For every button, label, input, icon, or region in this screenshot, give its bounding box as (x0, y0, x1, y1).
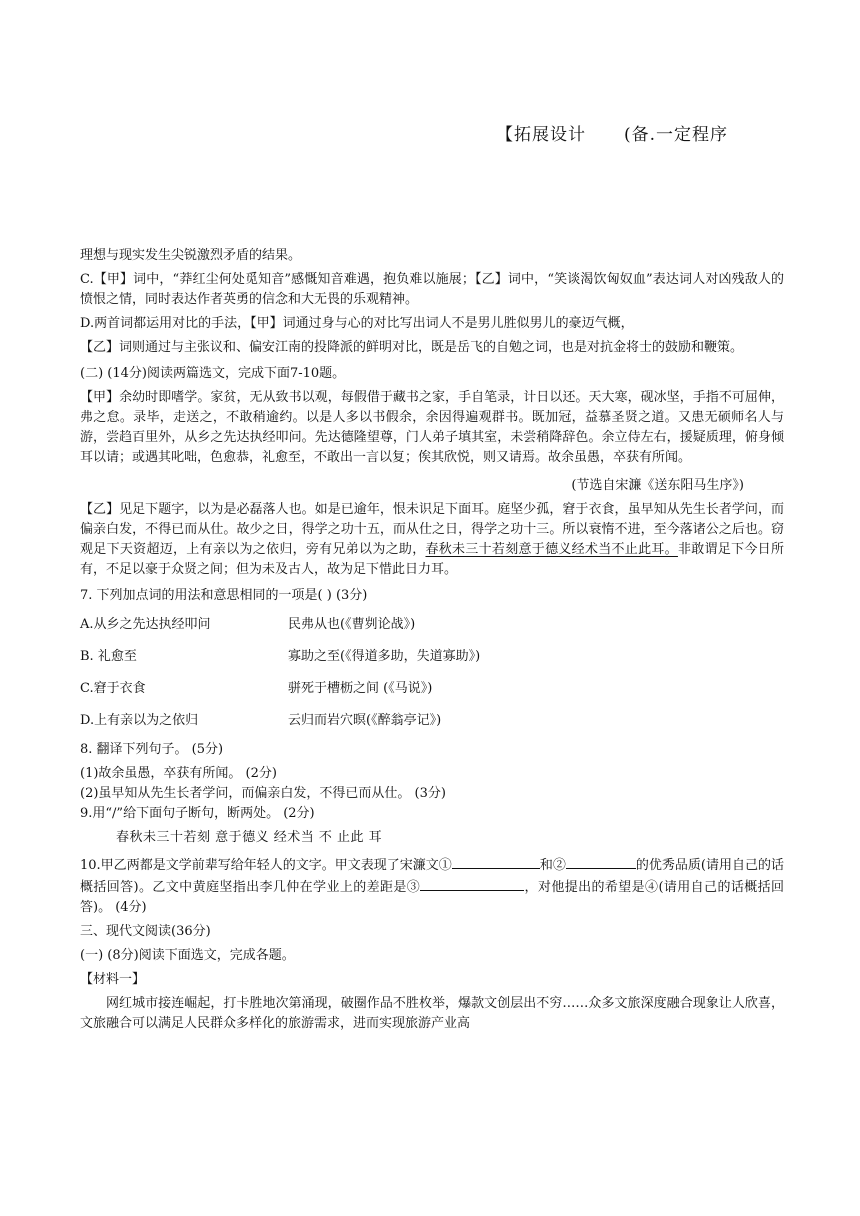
option-c: C.【甲】词中，“莽红尘何处觅知音”感慨知音难遇，抱负难以施展；【乙】词中，“笑谈渴饮匈奴血”表达词人对凶残敌人的愤恨之情，同时表达作者英勇的信念和大无畏的乐观精神。 (80, 272, 784, 307)
question-7: 7. 下列加点词的用法和意思相同的一项是( ) (3分) (80, 588, 368, 603)
passage-yi (80, 500, 784, 580)
question-9: 9.用“/”给下面句子断句，断两处。 (2分) (80, 806, 315, 821)
material-1-paragraph: 网红城市接连崛起，打卡胜地次第涌现，破圈作品不胜枚举，爆款文创层出不穷……众多文旅深度融合现象让人欣喜，文旅融合可以满足人民群众多样化的旅游需求，进而实现旅游产业高 (80, 996, 784, 1031)
document-body (80, 246, 784, 1034)
q10-text-a: 10.甲乙两都是文学前辈写给年轻人的文字。甲文表现了宋濂文① (80, 858, 452, 873)
q10-text-d: ，对他提出的希望是④(请用自己的话概括回答)。 (4分) (80, 880, 785, 915)
passage-yi-end: 非敢谓足下今日所有，不足以豪于众贤之间；但为未及古人，故为足下惜此日力耳。 (80, 542, 784, 577)
question-9-sentence: 春秋未三十若刻 意于德义 经术当 不 止此 耳 (116, 830, 383, 845)
section-3-heading: 三、现代文阅读(36分) (80, 924, 211, 939)
q10-text-c: 的优秀品质(请用自己的话概括回答)。乙文中黄庭坚指出李几仲在学业上的差距是③ (80, 858, 784, 895)
passage-yi-text: 【乙】见足下题字，以为是必磊落人也。如是已逾年，恨未识足下面耳。庭坚少孤，窘于衣食，虽早知从先生长者学问，而偏亲白发，不得已而从仕。故少之日，得学之功十五，而从仕之日，得学之功十三。所以衰惰不进，至今落诸公之后也。窃观足下天资超迈，上有亲以为之依归，旁有兄弟以为之助， (80, 502, 784, 557)
section-2-heading: (二) (14分)阅读两篇选文，完成下面7-10题。 (80, 366, 346, 381)
q7-option-b (80, 644, 784, 670)
answer-blank-1[interactable] (452, 854, 540, 869)
question-8-2: (2)虽早知从先生长者学问，而偏亲白发，不得已而从仕。 (3分) (80, 786, 446, 801)
option-d-line1: D.两首词都运用对比的手法，【甲】词通过身与心的对比写出词人不是男儿胜似男儿的豪迈气概， (80, 316, 634, 331)
passage-source: (节选自宋濂《送东阳马生序》) (571, 478, 744, 493)
q7-option-d-left: D.上有亲以为之依归 (80, 713, 199, 728)
q7-option-b-left: B. 礼愈至 (80, 649, 137, 664)
q7-option-a-right: 民弗从也(《曹刿论战》) (288, 617, 416, 632)
q7-option-b-right: 寡助之至(《得道多助，失道寡助》) (288, 649, 481, 664)
q7-option-d-right: 云归而岩穴暝(《醉翁亭记》) (288, 713, 442, 728)
question-8: 8. 翻译下列句子。 (5分) (80, 742, 224, 757)
q7-option-c-left: C.窘于衣食 (80, 681, 146, 696)
header-left: 【拓展设计 (496, 125, 586, 145)
q7-option-c (80, 676, 784, 702)
question-8-1: (1)故余虽愚，卒获有所闻。 (2分) (80, 766, 277, 781)
q10-text-b: 和② (539, 858, 566, 873)
text-line: 理想与现实发生尖锐激烈矛盾的结果。 (80, 248, 302, 263)
q7-option-a (80, 612, 784, 638)
question-10 (80, 854, 784, 918)
header-right: (备.一定程序 (624, 125, 729, 145)
answer-blank-3[interactable] (420, 876, 524, 891)
underlined-sentence: 春秋未三十若刻意于德义经术当不止此耳。 (425, 542, 678, 557)
page-header (496, 120, 728, 145)
option-d-line2: 【乙】词则通过与主张议和、偏安江南的投降派的鲜明对比，既是岳飞的自勉之词，也是对抗金将士的鼓励和鞭策。 (80, 340, 744, 355)
q7-option-d (80, 708, 784, 734)
material-1-label: 【材料一】 (80, 972, 146, 987)
section-3-1-heading: (一) (8分)阅读下面选文，完成各题。 (80, 948, 295, 963)
q7-option-a-left: A.从乡之先达执经叩问 (80, 617, 211, 632)
passage-jia: 【甲】余幼时即嗜学。家贫，无从致书以观，每假借于藏书之家，手自笔录，计日以还。天大寒，砚冰坚，手指不可屈伸，弗之怠。录毕，走送之，不敢稍逾约。以是人多以书假余，余因得遍观群书。既加冠，益慕圣贤之道。又患无硕师名人与游，尝趋百里外，从乡之先达执经叩问。先达德隆望尊，门人弟子填其室，未尝稍降辞色。余立侍左右，援疑质理，俯身倾耳以请；或遇其叱咄，色愈恭，礼愈至，不敢出一言以复；俟其欣悦，则又请焉。故余虽愚，卒获有所闻。 (80, 390, 784, 465)
q7-option-c-right: 骈死于槽枥之间 (《马说》) (288, 681, 433, 696)
answer-blank-2[interactable] (566, 854, 636, 869)
